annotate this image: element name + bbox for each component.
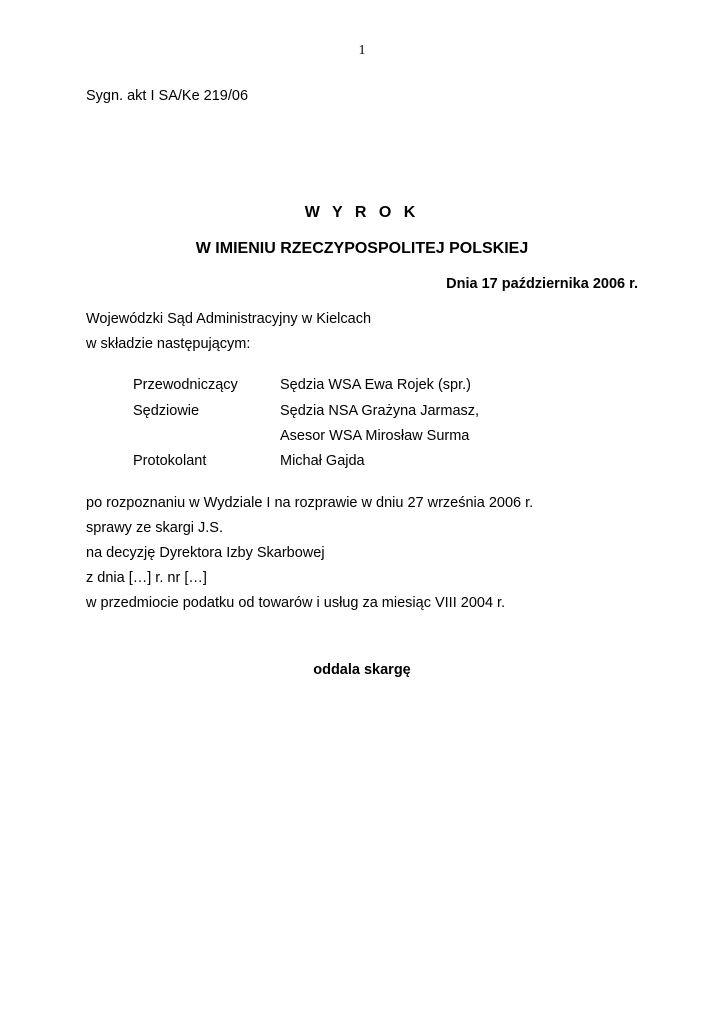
case-detail-line: z dnia […] r. nr […]: [86, 570, 207, 586]
case-detail-line: po rozpoznaniu w Wydziale I na rozprawie w dniu 27 września 2006 r.: [86, 495, 534, 511]
composition-role: Protokolant: [133, 453, 207, 469]
judgment-subtitle: W IMIENIU RZECZYPOSPOLITEJ POLSKIEJ: [195, 240, 529, 257]
case-detail-line: w przedmiocie podatku od towarów i usług za miesiąc VIII 2004 r.: [86, 595, 506, 611]
composition-person: Michał Gajda: [280, 453, 365, 469]
judgment-date: Dnia 17 października 2006 r.: [446, 276, 638, 292]
verdict: oddala skargę: [313, 662, 411, 678]
case-signature: Sygn. akt I SA/Ke 219/06: [86, 88, 249, 104]
composition-role: Przewodniczący: [133, 377, 238, 393]
case-detail-line: na decyzję Dyrektora Izby Skarbowej: [86, 545, 325, 561]
composition-person: Sędzia NSA Grażyna Jarmasz,: [280, 403, 480, 419]
composition-person: Asesor WSA Mirosław Surma: [280, 428, 470, 444]
composition-person: Sędzia WSA Ewa Rojek (spr.): [280, 377, 471, 393]
court-name: Wojewódzki Sąd Administracyjny w Kielcach: [86, 311, 372, 327]
judgment-title: W Y R O K: [304, 204, 420, 221]
composition-intro: w składzie następującym:: [86, 336, 251, 352]
composition-role: Sędziowie: [133, 403, 200, 419]
page-number: 1: [358, 43, 366, 58]
case-detail-line: sprawy ze skargi J.S.: [86, 520, 223, 536]
